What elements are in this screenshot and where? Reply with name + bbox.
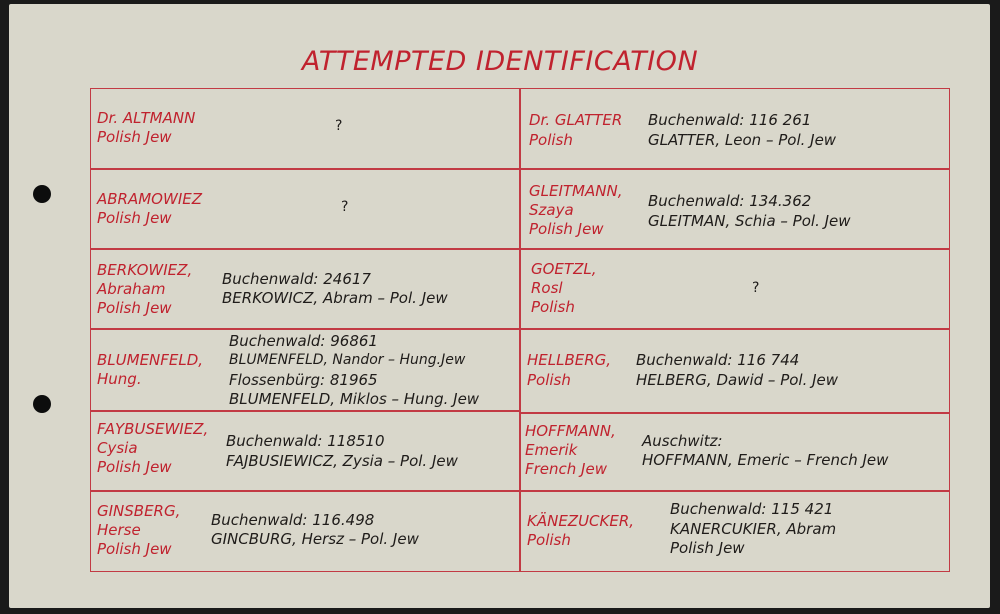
entry-name: GLEITMANN, bbox=[529, 182, 623, 200]
entry-name: HELLBERG, bbox=[527, 351, 612, 369]
entry-description: Emerik bbox=[525, 441, 578, 459]
entry-description: Rosl bbox=[531, 279, 563, 297]
entry-name: Dr. ALTMANN bbox=[97, 109, 196, 127]
matched-nationality: Polish Jew bbox=[670, 539, 745, 557]
entry-description: Polish bbox=[529, 131, 573, 149]
entry-name: FAYBUSEWIEZ, bbox=[97, 420, 209, 438]
entry-name: Dr. GLATTER bbox=[529, 111, 623, 129]
entry-name: ABRAMOWIEZ bbox=[97, 190, 202, 208]
camp-record: Buchenwald: 118510 bbox=[226, 432, 385, 450]
entry-name: GOETZL, bbox=[531, 260, 597, 278]
matched-name: BLUMENFELD, Miklos – Hung. Jew bbox=[229, 390, 480, 408]
entry-description: Polish bbox=[527, 531, 571, 549]
camp-record: Flossenbürg: 81965 bbox=[229, 371, 378, 389]
matched-name: GLEITMAN, Schia – Pol. Jew bbox=[648, 212, 851, 230]
camp-record: Buchenwald: 116 744 bbox=[636, 351, 800, 369]
matched-name: HELBERG, Dawid – Pol. Jew bbox=[636, 371, 839, 389]
entry-description: Polish Jew bbox=[97, 299, 172, 317]
camp-record: Auschwitz: bbox=[642, 432, 723, 450]
entry-name: BLUMENFELD, bbox=[97, 351, 204, 369]
camp-record: Buchenwald: 96861 bbox=[229, 332, 378, 350]
row-divider bbox=[90, 490, 950, 492]
entry-description: Polish Jew bbox=[529, 220, 604, 238]
entry-description: Polish Jew bbox=[97, 458, 172, 476]
matched-name: BLUMENFELD, Nandor – Hung.Jew bbox=[229, 352, 466, 368]
entry-description: Cysia bbox=[97, 439, 138, 457]
entry-description: Polish Jew bbox=[97, 540, 172, 558]
matched-name: BERKOWICZ, Abram – Pol. Jew bbox=[222, 289, 448, 307]
unknown-mark: ? bbox=[341, 199, 349, 215]
entry-description: Herse bbox=[97, 521, 141, 539]
entry-description: Polish bbox=[527, 371, 571, 389]
punch-hole bbox=[33, 395, 51, 413]
matched-name: HOFFMANN, Emeric – French Jew bbox=[642, 451, 889, 469]
unknown-mark: ? bbox=[335, 118, 343, 134]
unknown-mark: ? bbox=[752, 280, 760, 296]
row-divider bbox=[90, 168, 950, 170]
entry-description: Abraham bbox=[97, 280, 166, 298]
camp-record: Buchenwald: 24617 bbox=[222, 270, 371, 288]
row-divider bbox=[519, 412, 950, 414]
matched-name: GINCBURG, Hersz – Pol. Jew bbox=[211, 530, 419, 548]
row-divider bbox=[90, 410, 520, 412]
camp-record: Buchenwald: 116.498 bbox=[211, 511, 375, 529]
entry-description: Polish Jew bbox=[97, 128, 172, 146]
entry-name: KÄNEZUCKER, bbox=[527, 512, 635, 530]
punch-hole bbox=[33, 185, 51, 203]
matched-name: FAJBUSIEWICZ, Zysia – Pol. Jew bbox=[226, 452, 458, 470]
entry-description: Polish bbox=[531, 298, 575, 316]
entry-description: French Jew bbox=[525, 460, 607, 478]
matched-name: GLATTER, Leon – Pol. Jew bbox=[648, 131, 837, 149]
row-divider bbox=[90, 328, 950, 330]
column-divider bbox=[519, 88, 521, 572]
camp-record: Buchenwald: 134.362 bbox=[648, 192, 812, 210]
card-title: ATTEMPTED IDENTIFICATION bbox=[301, 46, 699, 77]
entry-description: Polish Jew bbox=[97, 209, 172, 227]
entry-name: GINSBERG, bbox=[97, 502, 181, 520]
entry-name: HOFFMANN, bbox=[525, 422, 616, 440]
entry-description: Szaya bbox=[529, 201, 574, 219]
camp-record: Buchenwald: 115 421 bbox=[670, 500, 834, 518]
matched-name: KANERCUKIER, Abram bbox=[670, 520, 837, 538]
row-divider bbox=[90, 248, 950, 250]
entry-description: Hung. bbox=[97, 370, 142, 388]
entry-name: BERKOWIEZ, bbox=[97, 261, 193, 279]
camp-record: Buchenwald: 116 261 bbox=[648, 111, 812, 129]
